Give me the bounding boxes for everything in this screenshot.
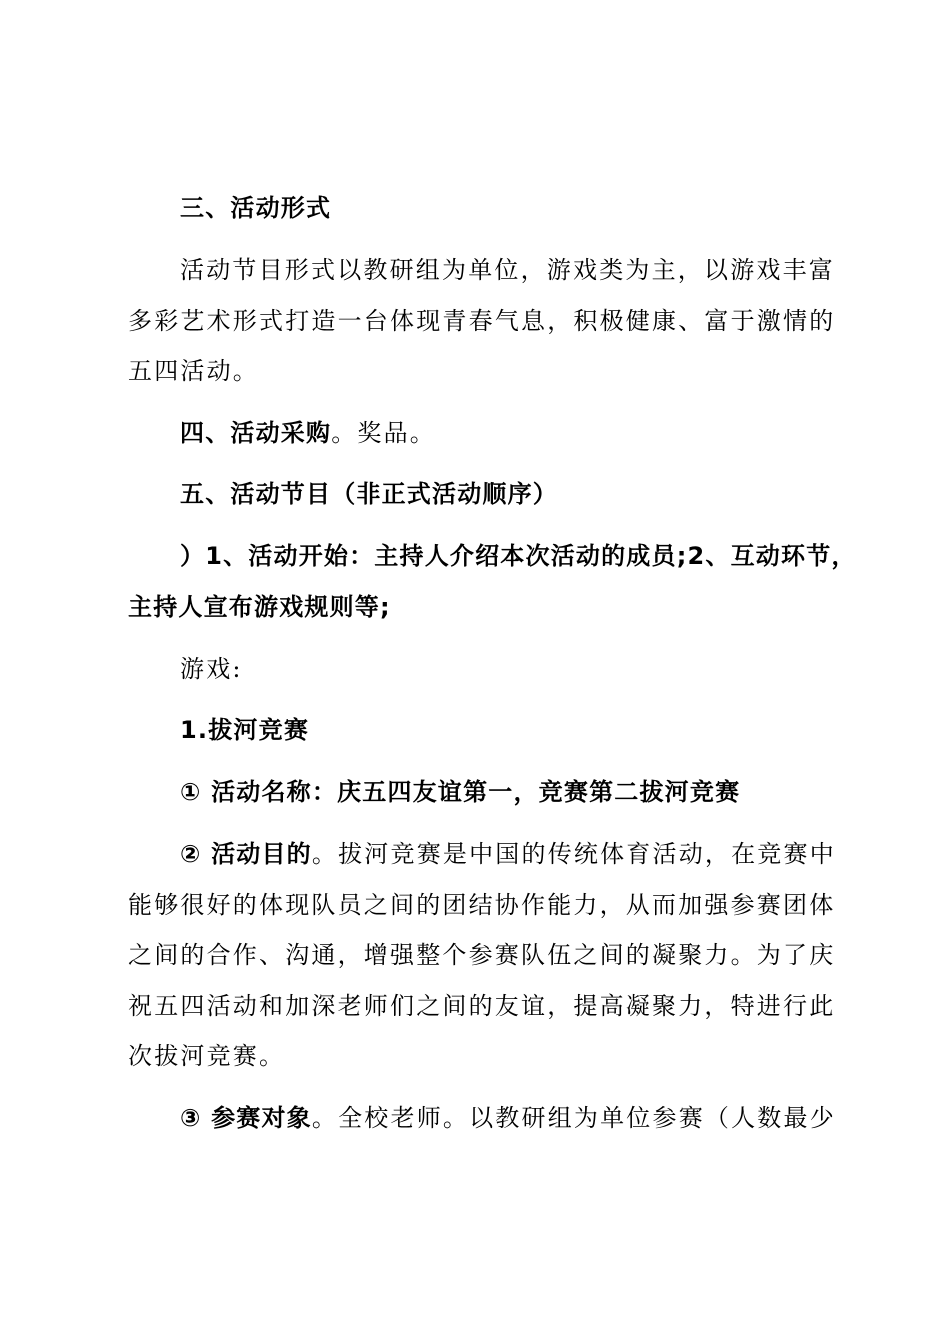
- item-2-text: 。拔河竞赛是中国的传统体育活动，在竞赛中: [311, 840, 836, 868]
- section-4-title: 四、活动采购: [180, 419, 332, 447]
- section-3-body-line-2: 多彩艺术形式打造一台体现青春气息，积极健康、富于激情的: [128, 307, 836, 335]
- item-2-line-2: 能够很好的体现队员之间的团结协作能力，从而加强参赛团体: [128, 891, 836, 919]
- item-2-line-3: 之间的合作、沟通，增强整个参赛队伍之间的凝聚力。为了庆: [128, 941, 836, 969]
- item-1-activity-name: ① 活动名称：庆五四友谊第一，竞赛第二拔河竞赛: [180, 778, 741, 806]
- item-2-line-5: 次拔河竞赛。: [128, 1042, 286, 1070]
- section-5-title: 五、活动节目（非正式活动顺序）: [180, 480, 558, 508]
- item-2-label: ② 活动目的: [180, 840, 312, 868]
- item-2-line-1: [180, 838, 836, 870]
- section-4-text: 。奖品。: [331, 419, 437, 447]
- section-4-line: [180, 417, 436, 449]
- item-3-label: ③ 参赛对象: [180, 1104, 312, 1132]
- item-3-text: 。全校老师。以教研组为单位参赛（人数最少: [311, 1104, 836, 1132]
- section-3-body-line-1: 活动节目形式以教研组为单位，游戏类为主，以游戏丰富: [180, 256, 835, 284]
- section-3-title: 三、活动形式: [180, 194, 332, 222]
- section-3-body-line-3: 五四活动。: [128, 357, 259, 385]
- item-3-line: [180, 1102, 836, 1134]
- games-label: 游戏:: [180, 655, 243, 683]
- program-line-1: ）1、活动开始：主持人介绍本次活动的成员;2、互动环节，: [180, 542, 857, 570]
- program-line-2: 主持人宣布游戏规则等;: [128, 593, 391, 621]
- item-2-line-4: 祝五四活动和加深老师们之间的友谊，提高凝聚力，特进行此: [128, 992, 836, 1020]
- game-1-title: 1.拔河竞赛: [180, 716, 310, 744]
